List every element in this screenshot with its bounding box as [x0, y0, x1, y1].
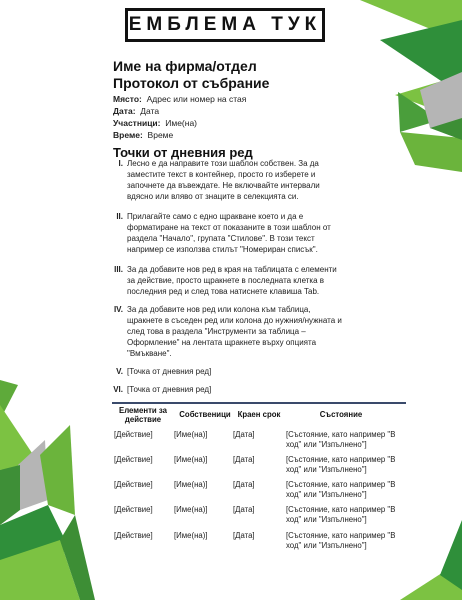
cell-status[interactable]: [Състояние, като например "В ход" или "Изпълнено"] — [286, 455, 396, 474]
deco-triangle — [400, 132, 462, 172]
cell-action[interactable]: [Действие] — [114, 531, 153, 540]
item-number: V. — [116, 367, 123, 376]
meta-label: Участници — [113, 118, 158, 128]
meta-value: Адрес или номер на стая — [146, 94, 247, 104]
cell-action[interactable]: [Действие] — [114, 455, 153, 464]
table-top-rule — [112, 402, 406, 404]
cell-action[interactable]: [Действие] — [114, 505, 153, 514]
item-text: За да добавите нов ред в края на таблицата с елементи за действие, просто щракнете в последната клетка в последния ред и след това натиснете клавиша Tab. — [127, 265, 337, 296]
item-number: VI. — [113, 385, 123, 394]
meta-date: Дата: Дата — [113, 106, 160, 116]
logo-placeholder: ЕМБЛЕМА ТУК — [125, 8, 325, 42]
meta-value: Време — [147, 130, 174, 140]
cell-owner[interactable]: [Име(на)] — [174, 455, 208, 464]
table-header-owners: Собственици — [179, 410, 231, 419]
table-header-actions: Елементи за действие — [119, 406, 167, 424]
meta-participants: Участници: Име(на) — [113, 118, 197, 128]
item-text: [Точка от дневния ред] — [127, 385, 212, 394]
meta-label: Дата — [113, 106, 133, 116]
cell-status[interactable]: [Състояние, като например "В ход" или "Изпълнено"] — [286, 505, 396, 524]
agenda-heading: Точки от дневния ред — [113, 145, 253, 160]
cell-status[interactable]: [Състояние, като например "В ход" или "Изпълнено"] — [286, 480, 396, 499]
table-header-status: Състояние — [319, 410, 363, 419]
cell-action[interactable]: [Действие] — [114, 480, 153, 489]
item-text: За да добавите нов ред или колона към таблица, щракнете в съседен ред или колона до нужния/нужната и след това в раздела "Инструменти за таблица – Оформление" на лентата щракнете върху опцията "Вмъкване". — [127, 305, 342, 358]
item-number: II. — [116, 212, 123, 221]
meta-value: Дата — [140, 106, 160, 116]
item-number: IV. — [113, 305, 123, 314]
meta-time: Време: Време — [113, 130, 174, 140]
item-number: III. — [114, 265, 123, 274]
deco-triangle — [0, 465, 20, 525]
cell-deadline[interactable]: [Дата] — [233, 505, 255, 514]
cell-owner[interactable]: [Име(на)] — [174, 531, 208, 540]
cell-deadline[interactable]: [Дата] — [233, 531, 255, 540]
item-number: I. — [118, 159, 123, 168]
cell-status[interactable]: [Състояние, като например "В ход" или "Изпълнено"] — [286, 430, 396, 449]
item-text: Прилагайте само с едно щракване което и да е форматиране на текст от показаните в този шаблон от раздела "Начало", групата "Стилове". В този текст например се използва стилът "Номериран списък". — [127, 212, 331, 254]
item-text: [Точка от дневния ред] — [127, 367, 212, 376]
cell-owner[interactable]: [Име(на)] — [174, 430, 208, 439]
cell-owner[interactable]: [Име(на)] — [174, 505, 208, 514]
cell-deadline[interactable]: [Дата] — [233, 430, 255, 439]
document-title: Протокол от събрание — [113, 75, 270, 91]
cell-deadline[interactable]: [Дата] — [233, 480, 255, 489]
meta-value: Име(на) — [165, 118, 197, 128]
meta-location: Място: Адрес или номер на стая — [113, 94, 247, 104]
table-header-deadline: Краен срок — [237, 410, 281, 419]
deco-triangle — [40, 425, 75, 515]
cell-owner[interactable]: [Име(на)] — [174, 480, 208, 489]
company-name: Име на фирма/отдел — [113, 58, 257, 74]
cell-status[interactable]: [Състояние, като например "В ход" или "Изпълнено"] — [286, 531, 396, 550]
cell-action[interactable]: [Действие] — [114, 430, 153, 439]
cell-deadline[interactable]: [Дата] — [233, 455, 255, 464]
meta-label: Място — [113, 94, 140, 104]
item-text: Лесно е да направите този шаблон собствен. За да заместите текст в контейнер, просто го изберете и започнете да въвеждате. Не включвайте интервали вдясно или вляво от знаците в селекцията си. — [127, 159, 320, 201]
meta-label: Време — [113, 130, 140, 140]
